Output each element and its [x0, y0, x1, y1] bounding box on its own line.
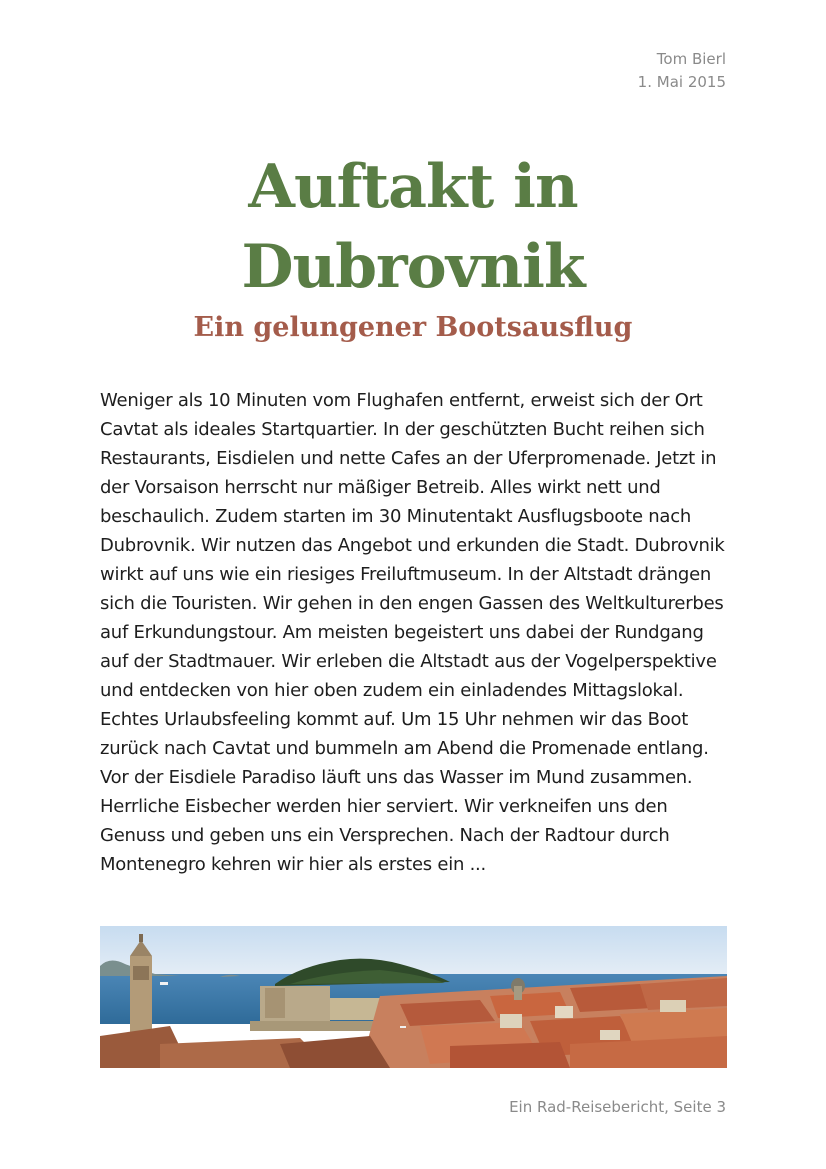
dubrovnik-panorama-photo — [100, 926, 727, 1068]
author-date-block — [638, 48, 726, 94]
author-name: Tom Bierl — [656, 50, 726, 68]
page-subtitle: Ein gelungener Bootsausflug — [193, 312, 633, 343]
page-title — [0, 147, 826, 307]
title-line-2: Dubrovnik — [241, 232, 585, 302]
page-footer: Ein Rad-Reisebericht, Seite 3 — [509, 1098, 726, 1116]
article-body: Weniger als 10 Minuten vom Flughafen entfernt, erweist sich der Ort Cavtat als ideales Startquartier. In der geschützten Bucht reihen sich Restaurants, Eisdielen und nette Cafes an der Uferpromenade. Jetzt in der Vorsaison herrscht nur mäßiger Betreib. Alles wirkt nett und beschaulich. Zudem starten im 30 Minutentakt Ausflugsboote nach Dubrovnik. Wir nutzen das Angebot und erkunden die Stadt. Dubrovnik wirkt auf uns wie ein riesiges Freiluftmuseum. In der Altstadt drängen sich die Touristen. Wir gehen in den engen Gassen des Weltkulturerbes auf Erkundungstour. Am meisten begeistert uns dabei der Rundgang auf der Stadtmauer. Wir erleben die Altstadt aus der Vogelperspektive und entdecken von hier oben zudem ein einladendes Mittagslokal. Echtes Urlaubsfeeling kommt auf. Um 15 Uhr nehmen wir das Boot zurück nach Cavtat und bummeln am Abend die Promenade entlang. Vor der Eisdiele Paradiso läuft uns das Wasser im Mund zusammen. Herrliche Eisbecher werden hier serviert. Wir verkneifen uns den Genuss und geben uns ein Versprechen. Nach der Radtour durch Montenegro kehren wir hier als erstes ein ... — [100, 390, 725, 875]
publish-date: 1. Mai 2015 — [637, 73, 726, 91]
title-line-1: Auftakt in — [248, 152, 578, 222]
